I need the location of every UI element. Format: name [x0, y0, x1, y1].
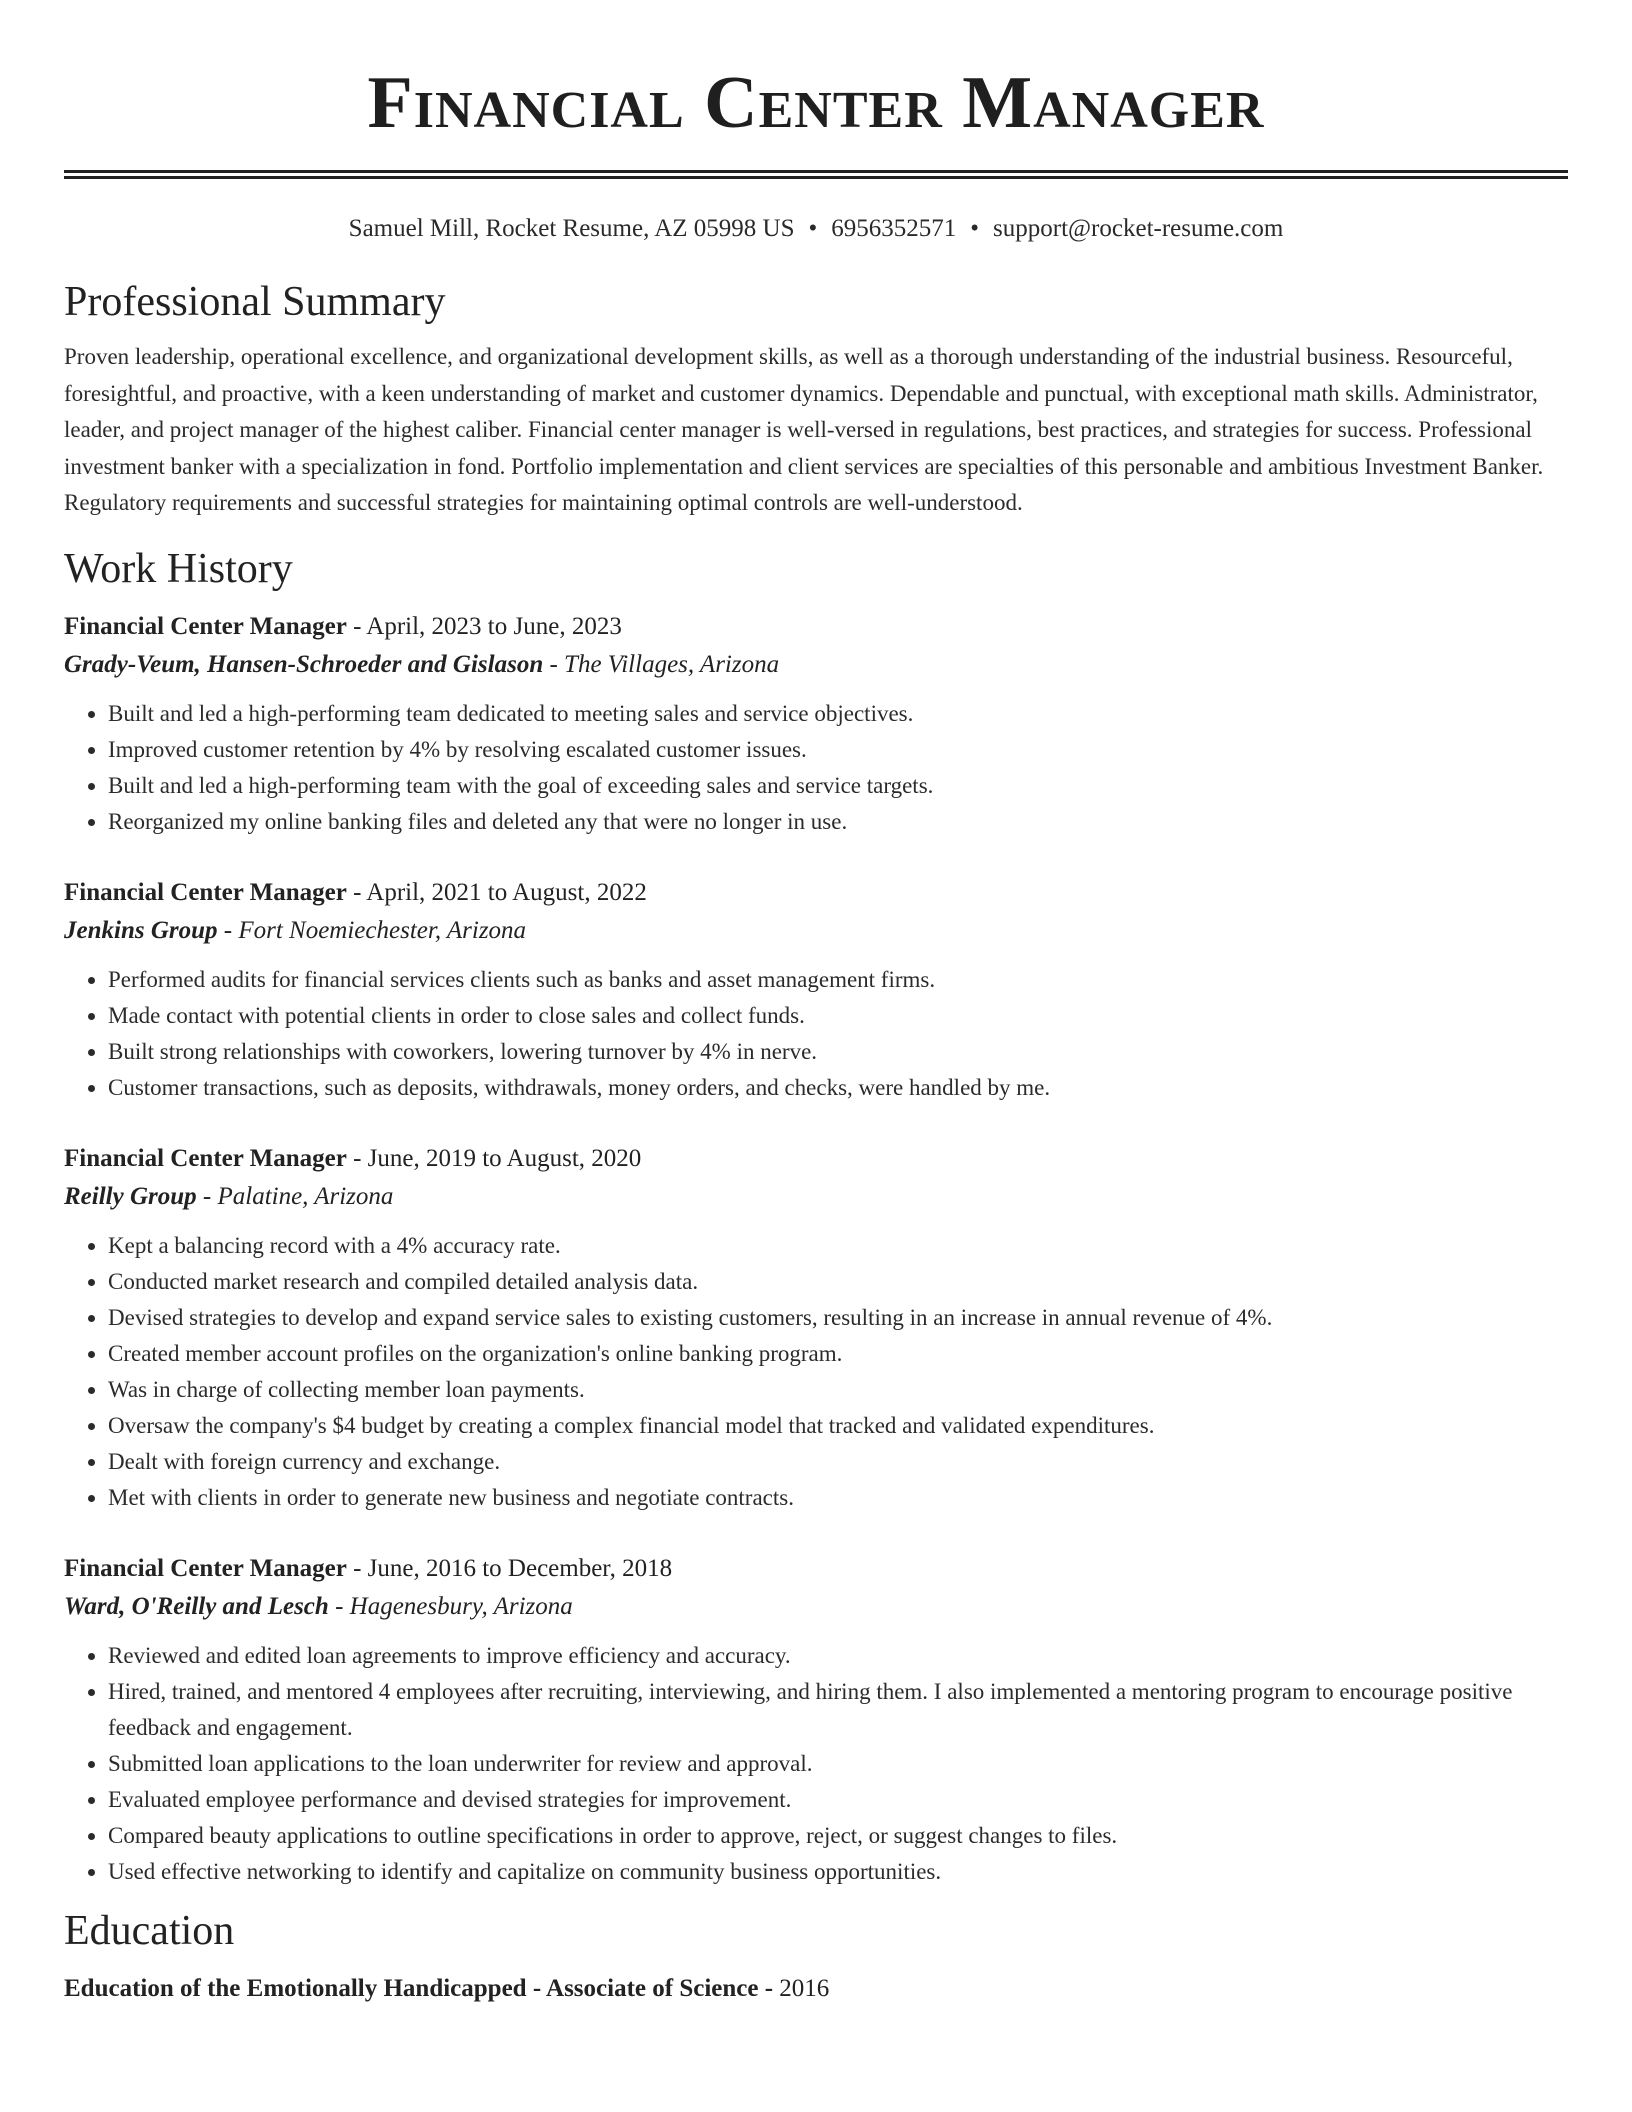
job-entry	[64, 608, 1568, 840]
job-bullet-item: • Dealt with foreign currency and exchange.	[108, 1444, 1568, 1480]
work-history-heading: Work History	[64, 545, 293, 592]
job-location: - The Villages, Arizona	[543, 650, 780, 678]
job-bullet-item: • Kept a balancing record with a 4% accuracy rate.	[108, 1228, 1568, 1264]
education-year: 2016	[773, 1974, 830, 2002]
job-bullet-item: • Compared beauty applications to outline specifications in order to approve, reject, or suggest changes to files.	[108, 1818, 1568, 1854]
job-company: Reilly Group	[64, 1182, 197, 1210]
job-bullet-item: • Used effective networking to identify and capitalize on community business opportunities.	[108, 1854, 1568, 1890]
job-location: - Fort Noemiechester, Arizona	[217, 916, 527, 944]
job-bullet-item: • Built and led a high-performing team dedicated to meeting sales and service objectives.	[108, 696, 1568, 732]
job-bullet-item: • Created member account profiles on the organization's online banking program.	[108, 1336, 1568, 1372]
job-company: Ward, O'Reilly and Lesch	[64, 1592, 329, 1620]
contact-address: Samuel Mill, Rocket Resume, AZ 05998 US	[348, 215, 795, 242]
job-bullet-item: • Performed audits for financial services clients such as banks and asset management firms.	[108, 962, 1568, 998]
job-bullets	[64, 1638, 1568, 1890]
education-heading: Education	[64, 1907, 235, 1954]
title-divider	[64, 170, 1568, 179]
job-bullet-item: • Made contact with potential clients in order to close sales and collect funds.	[108, 998, 1568, 1034]
job-bullet-item: • Evaluated employee performance and devised strategies for improvement.	[108, 1782, 1568, 1818]
bullet-separator: •	[970, 215, 980, 242]
job-company: Jenkins Group	[64, 916, 218, 944]
job-bullet-item: • Improved customer retention by 4% by resolving escalated customer issues.	[108, 732, 1568, 768]
contact-phone: 6956352571	[831, 215, 957, 242]
job-title-line	[64, 1550, 1568, 1588]
contact-email: support@rocket-resume.com	[993, 215, 1284, 242]
job-dates: - April, 2023 to June, 2023	[346, 612, 622, 640]
job-company-line	[64, 646, 1568, 684]
job-entry	[64, 874, 1568, 1106]
education-entry	[64, 1972, 1568, 2006]
job-bullet-item: • Built strong relationships with coworkers, lowering turnover by 4% in nerve.	[108, 1034, 1568, 1070]
job-bullet-item: • Reviewed and edited loan agreements to improve efficiency and accuracy.	[108, 1638, 1568, 1674]
job-bullet-item: • Conducted market research and compiled detailed analysis data.	[108, 1264, 1568, 1300]
job-company-line	[64, 912, 1568, 950]
job-bullets	[64, 1228, 1568, 1516]
job-bullet-item: • Devised strategies to develop and expand service sales to existing customers, resulting in an increase in annual revenue of 4%.	[108, 1300, 1568, 1336]
job-role: Financial Center Manager	[64, 1554, 347, 1582]
job-title-line	[64, 608, 1568, 646]
job-dates: - June, 2019 to August, 2020	[346, 1144, 642, 1172]
job-bullet-item: • Hired, trained, and mentored 4 employees after recruiting, interviewing, and hiring them. I also implemented a mentoring program to encourage positive feedback and engagement.	[108, 1674, 1568, 1746]
job-title-line	[64, 1140, 1568, 1178]
bullet-separator: •	[808, 215, 818, 242]
job-bullet-item: • Customer transactions, such as deposits, withdrawals, money orders, and checks, were handled by me.	[108, 1070, 1568, 1106]
job-location: - Hagenesbury, Arizona	[328, 1592, 573, 1620]
contact-line	[64, 213, 1568, 245]
job-bullet-item: • Reorganized my online banking files and deleted any that were no longer in use.	[108, 804, 1568, 840]
job-bullet-item: • Met with clients in order to generate new business and negotiate contracts.	[108, 1480, 1568, 1516]
job-title-line	[64, 874, 1568, 912]
job-company-line	[64, 1588, 1568, 1626]
job-bullets	[64, 696, 1568, 840]
job-company: Grady-Veum, Hansen-Schroeder and Gislason	[64, 650, 544, 678]
job-bullet-item: • Oversaw the company's $4 budget by creating a complex financial model that tracked and validated expenditures.	[108, 1408, 1568, 1444]
job-bullet-item: • Was in charge of collecting member loan payments.	[108, 1372, 1568, 1408]
job-bullet-item: • Submitted loan applications to the loan underwriter for review and approval.	[108, 1746, 1568, 1782]
job-dates: - April, 2021 to August, 2022	[346, 878, 647, 906]
summary-text: Proven leadership, operational excellence, and organizational development skills, as well as a thorough understanding of the industrial business. Resourceful, foresightful, and proactive, with a keen understanding of market and customer dynamics. Dependable and punctual, with exceptional math skills. Administrator, leader, and project manager of the highest caliber. Financial center manager is well-versed in regulations, best practices, and strategies for success. Professional investment banker with a specialization in fond. Portfolio implementation and client services are specialties of this personable and ambitious Investment Banker. Regulatory requirements and successful strategies for maintaining optimal controls are well-understood.	[64, 344, 1544, 515]
job-role: Financial Center Manager	[64, 1144, 347, 1172]
job-entry	[64, 1550, 1568, 1890]
job-location: - Palatine, Arizona	[196, 1182, 394, 1210]
job-dates: - June, 2016 to December, 2018	[346, 1554, 673, 1582]
resume-title: Financial Center Manager	[367, 62, 1265, 144]
summary-heading: Professional Summary	[64, 279, 446, 325]
education-degree: Education of the Emotionally Handicapped - Associate of Science -	[64, 1974, 774, 2002]
job-bullet-item: • Built and led a high-performing team with the goal of exceeding sales and service targets.	[108, 768, 1568, 804]
job-company-line	[64, 1178, 1568, 1216]
work-history-list	[64, 608, 1568, 1890]
resume-page	[64, 0, 1568, 2006]
job-entry	[64, 1140, 1568, 1516]
job-bullets	[64, 962, 1568, 1106]
job-role: Financial Center Manager	[64, 612, 347, 640]
job-role: Financial Center Manager	[64, 878, 347, 906]
